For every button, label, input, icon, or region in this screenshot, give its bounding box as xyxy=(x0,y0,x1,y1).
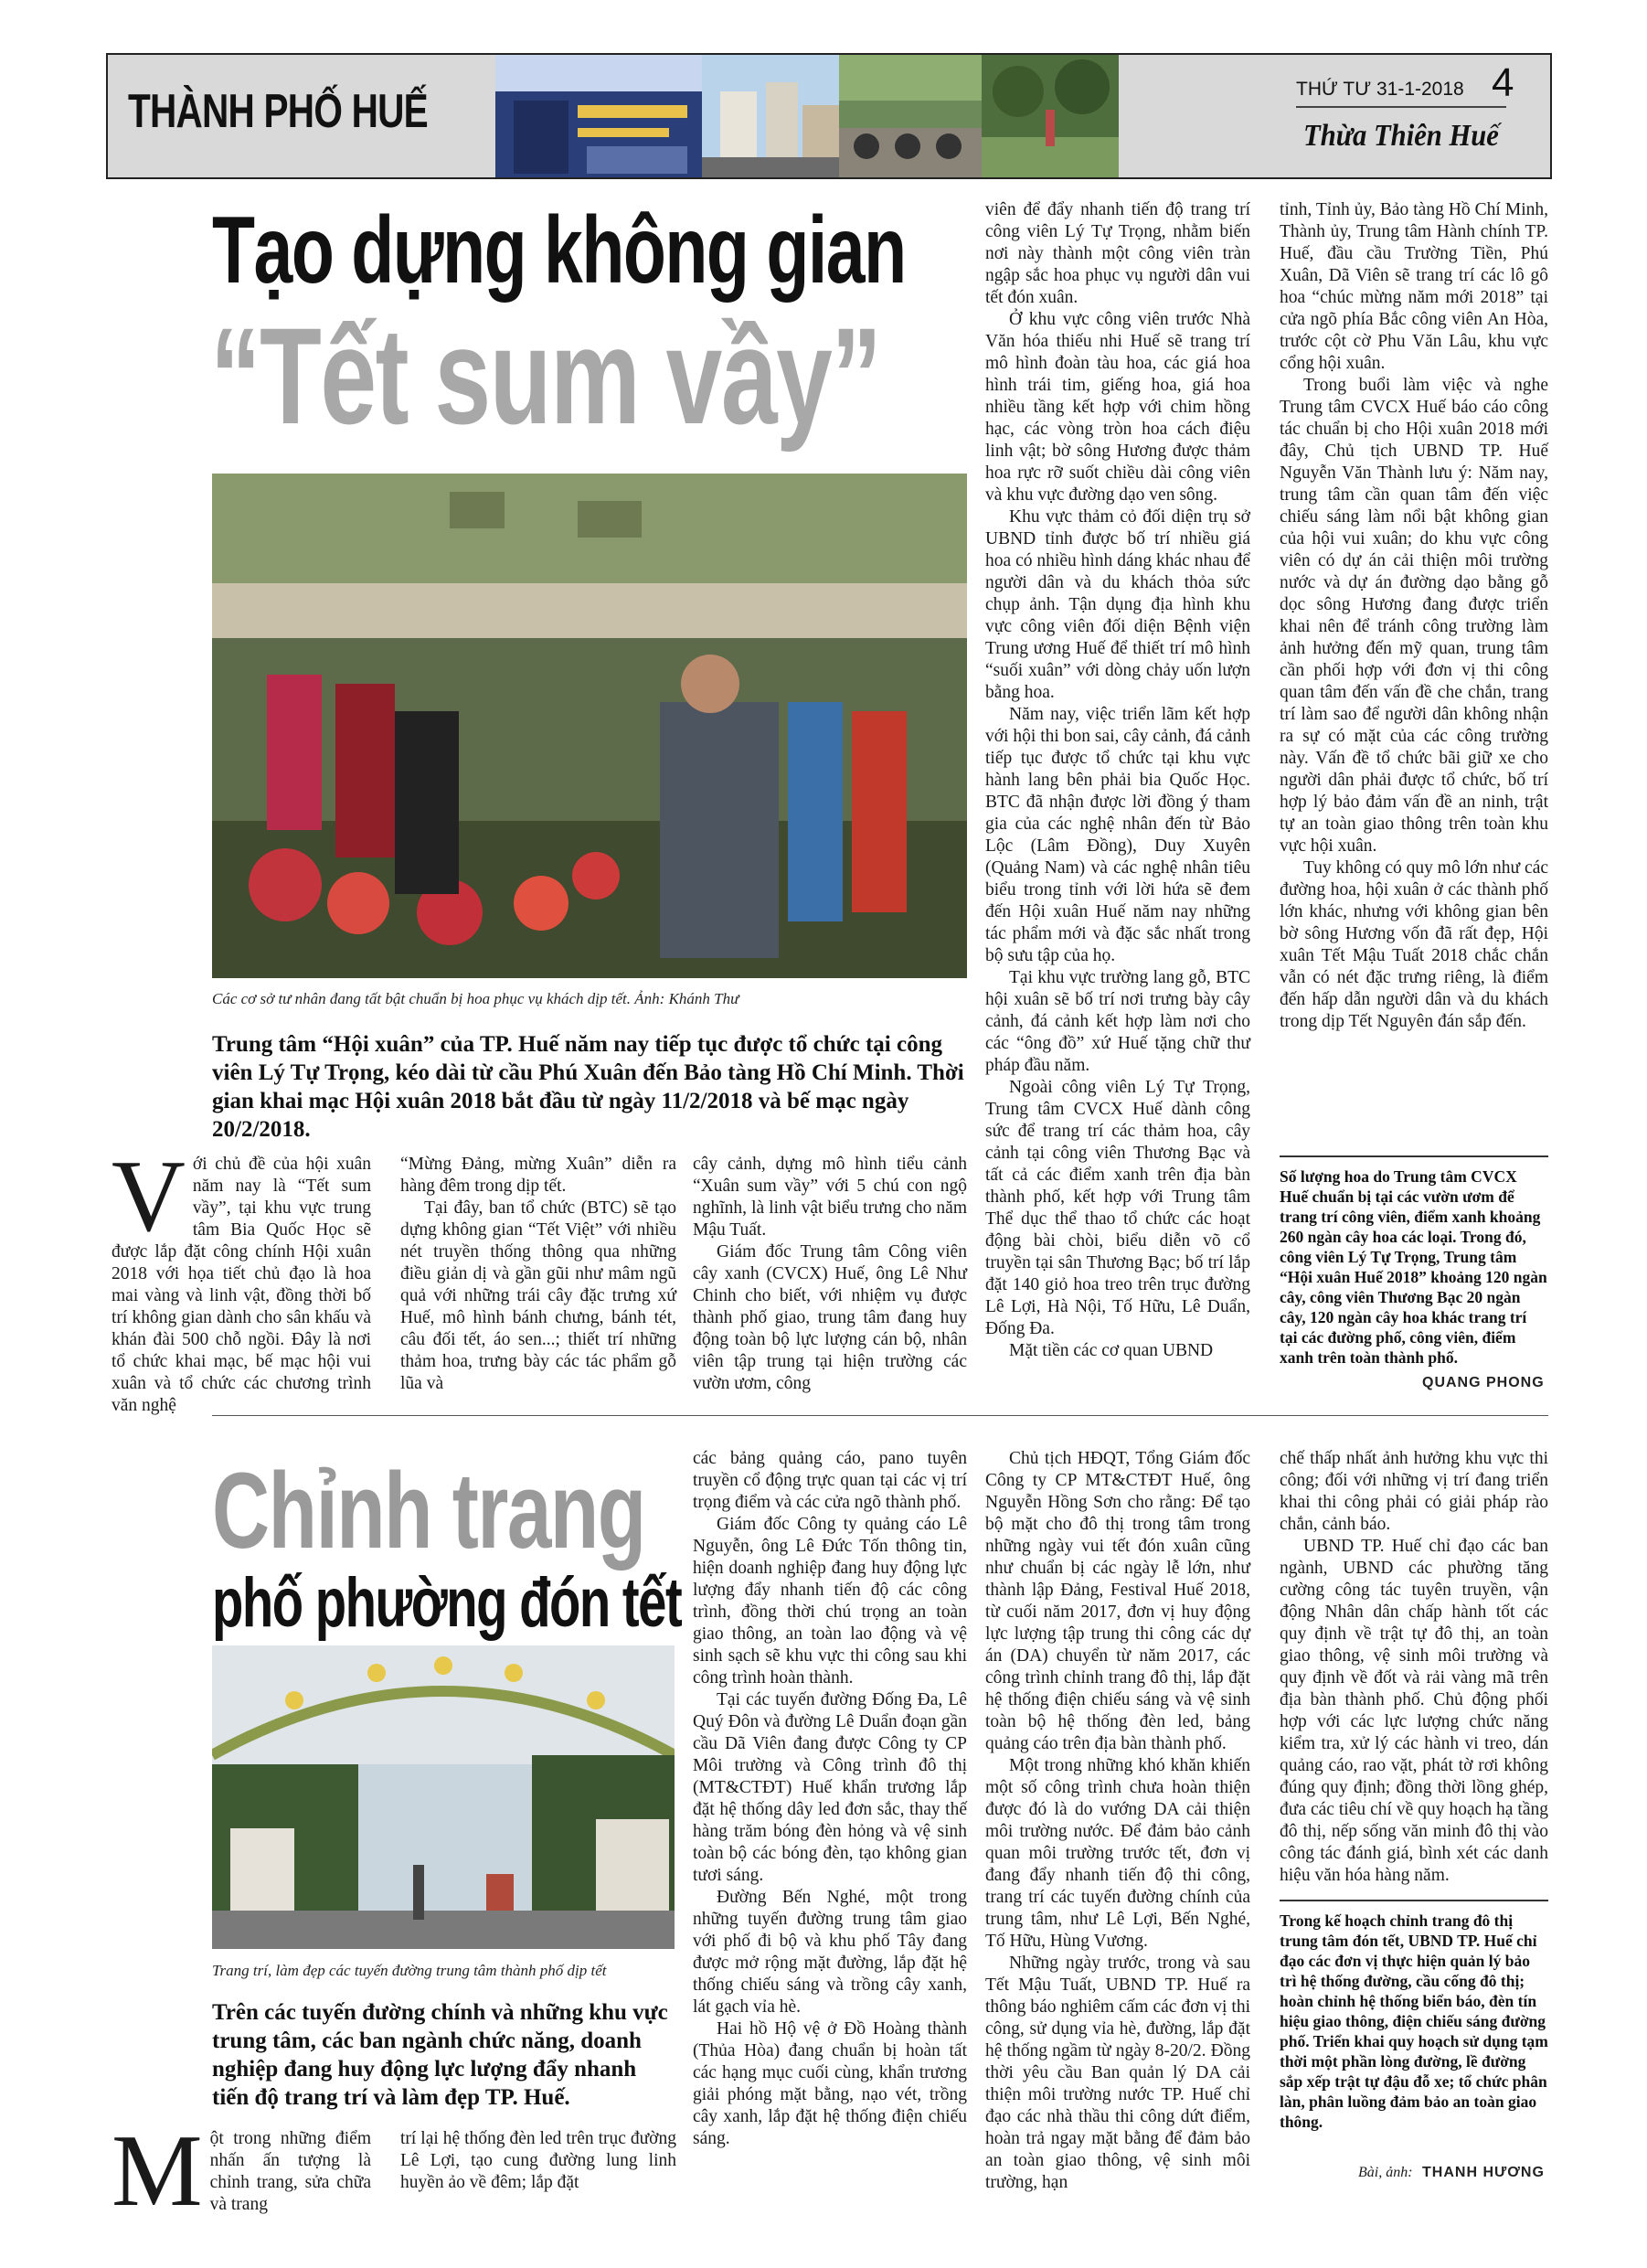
section-title: THÀNH PHỐ HUẾ xyxy=(128,85,428,138)
article1-paragraph: Giám đốc Trung tâm Công viên cây xanh (CVCX) Huế, ông Lê Như Chinh cho biết, với nhiệm vụ được thành phố giao, trung tâm đang huy động toàn bộ lực lượng cán bộ, nhân viên tập trung tại hiện trường các vườn ươm, công xyxy=(693,1242,967,1393)
article2-photo-caption: Trang trí, làm đẹp các tuyến đường trung tâm thành phố dịp tết xyxy=(212,1962,607,1979)
article2-headline-line2: phố phường đón tết xyxy=(212,1564,682,1642)
article2-paragraph: Hai hồ Hộ vệ ở Đồ Hoàng thành (Thủa Hòa) đang chuẩn bị hoàn tất các hạng mục cuối cùng, khẩn trương giải phóng mặt bằng, nạo vét, trồng cây xanh, lắp đặt hệ thống điện chiếu sáng. xyxy=(693,2019,967,2148)
article1-sapo: Trung tâm “Hội xuân” của TP. Huế năm nay tiếp tục được tổ chức tại công viên Lý Tự Trọng, kéo dài từ cầu Phú Xuân đến Bảo tàng Hồ Chí Minh. Thời gian khai mạc Hội xuân 2018 bắt đầu từ ngày 11/2/2018 và bế mạc ngày 20/2/2018. xyxy=(212,1032,964,1142)
article1-paragraph: Ở khu vực công viên trước Nhà Văn hóa thiếu nhi Huế sẽ trang trí mô hình đoàn tàu hoa, các giá hoa hình trái tim, giếng hoa, giá hoa nhiều tầng kết hợp với chim hồng hạc, các vòng tròn hoa cách điệu linh vật; bờ sông Hương được thảm hoa rực rỡ suốt chiều dài công viên và khu vực đường dạo ven sông. xyxy=(985,310,1250,505)
article1-paragraph: Tuy không có quy mô lớn như các đường hoa, hội xuân ở các thành phố lớn khác, nhưng với không gian bên bờ sông Hương vốn đã rất đẹp, Hội xuân Tết Mậu Tuất 2018 chắc chắn vẫn có nét đặc trưng riêng, là điểm đến hấp dẫn người dân và du khách trong dịp Tết Nguyên đán sắp đến. xyxy=(1280,858,1548,1031)
article2-paragraph: trí lại hệ thống đèn led trên trục đường Lê Lợi, tạo cung đường lung linh huyền ảo về đêm; lắp đặt xyxy=(400,2129,676,2192)
article1-dropcap: V xyxy=(112,1140,186,1253)
article1-paragraph: viên để đẩy nhanh tiến độ trang trí công viên Lý Tự Trọng, nhằm biến nơi này thành một công viên tràn ngập sắc hoa phục vụ người dân vui tết đón xuân. xyxy=(985,200,1250,307)
article2-paragraph: Giám đốc Công ty quảng cáo Lê Nguyễn, ông Lê Đức Tốn thông tin, hiện doanh nghiệp đang huy động lực lượng đẩy nhanh tiến độ các công trình, đồng thời chú trọng an toàn giao thông, an toàn lao động và vệ sinh sạch sẽ khu vực thi công sau khi công trình hoàn thành. xyxy=(693,1515,967,1688)
article1-paragraph: tỉnh, Tỉnh ủy, Bảo tàng Hồ Chí Minh, Thành ủy, Trung tâm Hành chính TP. Huế, đầu cầu Trường Tiền, Phú Xuân, Dã Viên sẽ trang trí các lô gô hoa “chúc mừng năm mới 2018” tại cửa ngõ phía Bắc công viên An Hòa, trước cột cờ Phu Văn Lâu, khu vực cổng hội xuân. xyxy=(1280,200,1548,373)
article2-byline-prefix: Bài, ảnh: xyxy=(1358,2165,1413,2180)
article2-column-5 xyxy=(1280,1448,1548,1887)
article1-column-2 xyxy=(400,1154,676,1395)
article1-headline-line2: “Tết sum vầy” xyxy=(210,299,881,453)
article2-column-1 xyxy=(112,2114,371,2228)
article2-paragraph: ột trong những điểm nhấn ấn tượng là chỉnh trang, sửa chữa và trang xyxy=(209,2129,371,2214)
article1-byline: QUANG PHONG xyxy=(1422,1375,1545,1390)
article2-column-3 xyxy=(693,1448,967,2150)
article2-box-divider xyxy=(1280,1900,1548,1901)
article2-paragraph: UBND TP. Huế chỉ đạo các ban ngành, UBND các phường tăng cường công tác tuyên truyền, vận động Nhân dân chấp hành tốt các quy định về trật tự đô thị, an toàn giao thông, vệ sinh môi trường và quy định về đốt và rải vàng mã trên địa bàn thành phố. Chủ động phối hợp với các lực lượng chức năng kiểm tra, xử lý các hành vi treo, dán quảng cáo, rao vặt, phát tờ rơi không đúng quy định; đồng thời lồng ghép, đưa các tiêu chí về quy hoạch hạ tầng đô thị, nếp sống văn minh đô thị vào công tác đánh giá, bình xét các danh hiệu văn hóa hàng năm. xyxy=(1280,1537,1548,1885)
article1-column-4 xyxy=(985,199,1250,1362)
article1-headline-line1: Tạo dựng không gian xyxy=(212,197,906,303)
article1-photo-caption: Các cơ sở tư nhân đang tất bật chuẩn bị hoa phục vụ khách dịp tết. Ảnh: Khánh Thư xyxy=(212,990,739,1007)
header-garden-image xyxy=(982,55,1119,177)
article2-paragraph: Đường Bến Nghé, một trong những tuyến đường trung tâm giao với phố đi bộ và khu phố Tây đang được mở rộng mặt đường, lắp đặt hệ thống chiếu sáng và trồng cây xanh, lát gạch vỉa hè. xyxy=(693,1888,967,2017)
article2-byline: THANH HƯƠNG xyxy=(1422,2165,1545,2180)
article1-paragraph: Mặt tiền các cơ quan UBND xyxy=(1009,1341,1214,1360)
article2-photo-street xyxy=(212,1645,675,1949)
article1-box-note: Số lượng hoa do Trung tâm CVCX Huế chuẩn bị tại các vườn ươm để trang trí công viên, điểm xanh khoảng 260 ngàn cây hoa các loại. Trong đó, công viên Lý Tự Trọng, Trung tâm “Hội xuân Huế 2018” khoảng 120 ngàn cây, công viên Thương Bạc 20 ngàn cây, 120 ngàn cây hoa khác trang trí tại các đường phố, công viên, điểm xanh trên toàn thành phố. xyxy=(1280,1167,1547,1367)
article2-headline-line1: Chỉnh trang xyxy=(212,1451,645,1571)
article1-paragraph: cây cảnh, dựng mô hình tiểu cảnh “Xuân sum vầy” với 5 chú con ngộ nghĩnh, là linh vật biểu trưng cho năm Mậu Tuất. xyxy=(693,1155,967,1240)
article2-column-2 xyxy=(400,2128,676,2194)
article1-paragraph: Tại đây, ban tổ chức (BTC) sẽ tạo dựng không gian “Tết Việt” với nhiều nét truyền thống thông qua những điều giản dị và gần gũi như mâm ngũ quả với những trái cây đặc trưng xứ Huế, mô hình bánh chưng, bánh tét, câu đối tết, áo sen...; thiết trí những thảm hoa, trưng bày các tác phẩm gỗ lũa và xyxy=(400,1198,676,1393)
article1-paragraph: Ngoài công viên Lý Tự Trọng, Trung tâm CVCX Huế dành công sức để trang trí các thảm hoa, cây cảnh tại công viên Thương Bạc và tất cả các điểm xanh trên địa bàn thành phố, kết hợp với Trung tâm Thể dục thể thao tổ chức các hoạt động bài chòi, biểu diễn võ cổ truyền tại sân Thương Bạc; bố trí lắp đặt 140 giỏ hoa treo trên trục đường Lê Lợi, Hà Nội, Tố Hữu, Lê Duẩn, Đống Đa. xyxy=(985,1078,1250,1338)
article1-paragraph: Khu vực thảm cỏ đối diện trụ sở UBND tỉnh được bố trí nhiều giá hoa có nhiều hình dáng khác nhau để người dân và du khách thỏa sức chụp ảnh. Tận dụng địa hình khu vực công viên đối diện Bệnh viện Trung ương Huế để thiết trí mô hình “suối xuân” với dòng chảy uốn lượn bằng hoa. xyxy=(985,507,1250,702)
article-separator xyxy=(212,1415,1548,1416)
article1-paragraph: Năm nay, việc triển lãm kết hợp với hội thi bon sai, cây cảnh, đá cảnh tiếp tục được tổ chức tại khu vực hành lang bên phải bia Quốc Học. BTC đã nhận được lời đồng ý tham gia của các nghệ nhân đến từ Bảo Lộc (Lâm Đồng), Duy Xuyên (Quảng Nam) và các nghệ nhân tiêu biểu trong tỉnh với lời hứa sẽ đem đến Hội xuân Huế năm nay những tác phẩm mới và đặc sắc nhất trong bộ sưu tập của họ. xyxy=(985,705,1250,965)
article1-photo-flower-market xyxy=(212,474,967,978)
article2-paragraph: Những ngày trước, trong và sau Tết Mậu Tuất, UBND TP. Huế ra thông báo nghiêm cấm các đơn vị thi công, sử dụng vỉa hè, đường, lắp đặt hệ thống ngầm từ ngày 8-20/2. Đồng thời yêu cầu Ban quản lý DA cải thiện môi trường nước TP. Huế chỉ đạo các nhà thầu thi công dứt điểm, hoàn trả ngay mặt bằng để đảm bảo an toàn giao thông, vệ sinh môi trường, hạn xyxy=(985,1954,1250,2192)
article1-column-1 xyxy=(112,1140,371,1417)
article2-dropcap: M xyxy=(112,2114,203,2228)
article2-paragraph: Một trong những khó khăn khiến một số công trình chưa hoàn thiện được đó là do vướng DA cải thiện môi trường nước. Để đảm bảo cảnh quan môi trường trước tết, đơn vị đang đẩy nhanh tiến độ thi công, trang trí các tuyến đường chính của trung tâm, như Lê Lợi, Bến Nghé, Tố Hữu, Hùng Vương. xyxy=(985,1756,1250,1951)
article2-paragraph: Chủ tịch HĐQT, Tổng Giám đốc Công ty CP MT&CTĐT Huế, ông Nguyễn Hồng Sơn cho rằng: Để tạo bộ mặt cho đô thị trong tâm trong những ngày vui tết đón xuân cũng như chuẩn bị các ngày lễ lớn, như thành lập Đảng, Festival Huế 2018, từ cuối năm 2017, đơn vị huy động lực lượng tập trung thi công các dự án (DA) chuyển từ năm 2017, các công trình chỉnh trang đô thị, lắp đặt hệ thống điện chiếu sáng và vệ sinh toàn bộ hệ thống đèn led, bảng quảng cáo trên địa bàn thành phố. xyxy=(985,1449,1250,1753)
article2-sapo: Trên các tuyến đường chính và những khu vực trung tâm, các ban ngành chức năng, doanh nghiệp đang huy động lực lượng đẩy nhanh tiến độ trang trí và làm đẹp TP. Huế. xyxy=(212,2000,668,2110)
article1-column-3 xyxy=(693,1154,967,1395)
header-cyclo-image xyxy=(839,55,982,177)
article2-paragraph: các bảng quảng cáo, pano tuyên truyền cổ động trực quan tại các vị trí trọng điểm và các cửa ngõ thành phố. xyxy=(693,1449,967,1512)
header-divider xyxy=(1296,106,1506,108)
page-number: 4 xyxy=(1492,60,1514,105)
header-poster-image xyxy=(495,55,702,177)
article1-paragraph: Tại khu vực trường lang gỗ, BTC hội xuân sẽ bố trí nơi trưng bày cây cảnh, đá cảnh kết hợp làm nơi cho các “ông đồ” xứ Huế tặng chữ thư pháp đầu năm. xyxy=(985,968,1250,1075)
article2-paragraph: Tại các tuyến đường Đống Đa, Lê Quý Đôn và đường Lê Duẩn đoạn gần cầu Dã Viên đang được Công ty CP Môi trường và Công trình đô thị (MT&CTĐT) Huế khẩn trương lắp đặt hệ thống dây led đơn sắc, thay thế hàng trăm bóng đèn hỏng và vệ sinh toàn bộ các bóng đèn, tạo không gian tươi sáng. xyxy=(693,1690,967,1885)
article1-paragraph: “Mừng Đảng, mừng Xuân” diễn ra hàng đêm trong dịp tết. xyxy=(400,1155,676,1196)
article1-box-divider xyxy=(1280,1155,1548,1157)
article1-column-5 xyxy=(1280,199,1548,1033)
article2-box-note: Trong kế hoạch chỉnh trang đô thị trung tâm đón tết, UBND TP. Huế chỉ đạo các đơn vị thực hiện quản lý bảo trì hệ thống đường, cầu cống đô thị; hoàn chỉnh hệ thống biển báo, đèn tín hiệu giao thông, điện chiếu sáng đường phố. Triển khai quy hoạch sử dụng tạm thời một phần lòng đường, lề đường sắp xếp trật tự đậu đỗ xe; tổ chức phân làn, phân luồng đảm bảo an toàn giao thông. xyxy=(1280,1911,1548,2131)
header-street-image xyxy=(702,55,839,177)
newspaper-name: Thừa Thiên Huế xyxy=(1303,119,1499,153)
article1-paragraph: ới chủ đề của hội xuân năm nay là “Tết sum vầy”, tại khu vực trung tâm Bia Quốc Học sẽ được lắp đặt công chính Hội xuân 2018 với họa tiết chủ đạo là hoa mai vàng và linh vật, đồng thời bố trí không gian dành cho sân khấu và khán đài 500 chỗ ngồi. Đây là nơi tổ chức khai mạc, bế mạc hội vui xuân và tổ chức các chương trình văn nghệ xyxy=(112,1155,371,1415)
article1-paragraph: Trong buổi làm việc và nghe Trung tâm CVCX Huế báo cáo công tác chuẩn bị cho Hội xuân 2018 mới đây, Chủ tịch UBND TP. Huế Nguyễn Văn Thành lưu ý: Năm nay, trung tâm cần quan tâm đến việc chiếu sáng làm nổi bật không gian của hội vui xuân; do khu vực công viên có dự án cải thiện môi trường nước và dự án đường dạo bằng gỗ dọc sông Hương đang được triển khai nên để tránh công trường làm ảnh hưởng đến mỹ quan, trung tâm cần phối hợp với đơn vị thi công quan tâm đến vấn đề che chắn, trang trí làm sao để người dân không nhận ra sự có mặt của các công trường này. Vấn đề tổ chức bãi giữ xe cho người dân phải được tổ chức, bố trí hợp lý bảo đảm vấn đề an ninh, trật tự an toàn giao thông trên toàn khu vực hội xuân. xyxy=(1280,376,1548,856)
article2-column-4 xyxy=(985,1448,1250,2194)
article2-paragraph: chế thấp nhất ảnh hưởng khu vực thi công; đối với những vị trí đang triển khai thi công phải có giải pháp rào chắn, cảnh báo. xyxy=(1280,1449,1548,1534)
issue-date: THỨ TƯ 31-1-2018 xyxy=(1296,79,1464,100)
